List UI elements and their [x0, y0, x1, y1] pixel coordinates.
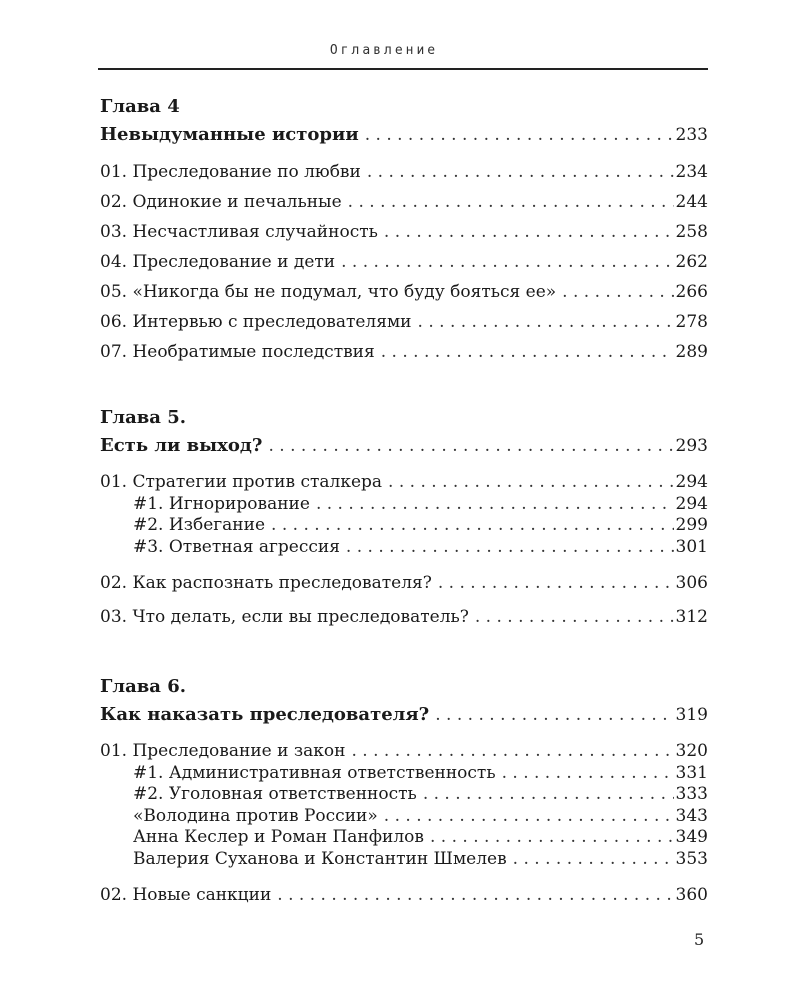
dot-leader — [438, 568, 674, 598]
toc-entry-text: #2. Уголовная ответственность — [133, 784, 417, 804]
toc-subentry[interactable] — [100, 537, 708, 559]
toc-entry-text: 03. Что делать, если вы преследователь? — [100, 607, 469, 627]
dot-leader — [381, 337, 674, 367]
toc-entry[interactable] — [100, 217, 708, 247]
dot-leader — [384, 806, 674, 828]
toc-subentry[interactable] — [100, 849, 708, 871]
toc-page-number: 343 — [675, 805, 708, 826]
toc-entry[interactable] — [100, 157, 708, 187]
toc-entry[interactable] — [100, 277, 708, 307]
toc-chapter-title[interactable] — [100, 701, 708, 729]
toc-page-number: 266 — [675, 282, 708, 302]
toc-page-number: 301 — [675, 536, 708, 557]
dot-leader — [430, 827, 674, 849]
toc-entry-text: Невыдуманные истории — [100, 124, 359, 145]
toc-subentry[interactable] — [100, 763, 708, 785]
toc-page-number: 331 — [675, 762, 708, 783]
toc-page-number: 278 — [675, 312, 708, 332]
toc-entry-text: #1. Игнорирование — [133, 493, 310, 514]
toc-subentry[interactable] — [100, 784, 708, 806]
toc-entry-text: 01. Преследование по любви — [100, 162, 361, 182]
toc-entry[interactable] — [100, 247, 708, 277]
toc-entry-text: #2. Избегание — [133, 515, 266, 535]
toc-page-number: 289 — [675, 342, 708, 362]
toc-page-number: 319 — [675, 705, 708, 725]
toc-entry-text: 04. Преследование и дети — [100, 252, 336, 272]
dot-leader — [384, 217, 674, 247]
toc-entry-text: 01. Преследование и закон — [100, 741, 346, 761]
toc-page-number: 258 — [675, 222, 708, 242]
toc-entry-text: #3. Ответная агрессия — [133, 536, 340, 557]
toc-page-number: 233 — [675, 125, 708, 145]
toc-entry[interactable] — [100, 568, 708, 598]
dot-leader — [388, 472, 674, 494]
toc-page-number: 306 — [675, 573, 708, 593]
dot-leader — [562, 277, 673, 307]
toc-page-number: 353 — [675, 848, 708, 869]
toc-entry-text: Как наказать преследователя? — [100, 704, 430, 725]
toc-page-number: 293 — [675, 436, 708, 456]
toc-chapter-title[interactable] — [100, 121, 708, 149]
toc-entry[interactable] — [100, 880, 708, 910]
toc-entry-text: 02. Одинокие и печальные — [100, 192, 342, 212]
chapter-4 — [100, 93, 708, 367]
toc-page-number: 262 — [675, 252, 708, 272]
toc-entry-text: 01. Стратегии против сталкера — [100, 472, 383, 492]
toc-page-number: 320 — [675, 741, 708, 761]
toc-entry[interactable] — [100, 307, 708, 337]
toc-page-number: 294 — [675, 472, 708, 492]
toc-subentry[interactable] — [100, 827, 708, 849]
header-rule — [98, 68, 708, 70]
dot-leader — [418, 307, 674, 337]
chapter-label: Глава 6. — [100, 676, 187, 697]
toc-entry[interactable] — [100, 737, 708, 763]
toc-page-number: 244 — [675, 192, 708, 212]
chapter-label: Глава 4 — [100, 96, 180, 117]
toc-entry[interactable] — [100, 187, 708, 217]
toc-subentry[interactable] — [100, 494, 708, 516]
toc-page-number: 294 — [675, 493, 708, 514]
dot-leader — [367, 157, 674, 187]
chapter-label: Глава 5. — [100, 407, 187, 428]
dot-leader — [277, 880, 673, 910]
dot-leader — [365, 121, 674, 149]
toc-entry[interactable] — [100, 337, 708, 367]
dot-leader — [271, 515, 674, 537]
toc-page-number: 234 — [675, 162, 708, 182]
dot-leader — [502, 763, 674, 785]
toc-entry-text: Валерия Суханова и Константин Шмелев — [133, 848, 507, 869]
toc-page-number: 333 — [675, 784, 708, 804]
toc-entry[interactable] — [100, 468, 708, 494]
chapter-5 — [100, 404, 708, 632]
toc-entry-text: 07. Необратимые последствия — [100, 342, 375, 362]
dot-leader — [341, 247, 673, 277]
page-number: 5 — [694, 930, 705, 949]
toc-entry-text: 06. Интервью с преследователями — [100, 312, 412, 332]
chapter-6 — [100, 673, 708, 910]
dot-leader — [346, 537, 674, 559]
running-head: Оглавление — [329, 43, 439, 58]
toc-entry[interactable] — [100, 602, 708, 632]
dot-leader — [513, 849, 674, 871]
toc-chapter-title[interactable] — [100, 432, 708, 460]
dot-leader — [348, 187, 674, 217]
toc-page-number: 349 — [675, 827, 708, 847]
toc-entry-text: Анна Кеслер и Роман Панфилов — [133, 827, 424, 847]
dot-leader — [475, 602, 674, 632]
toc-entry-text: 03. Несчастливая случайность — [100, 222, 378, 242]
dot-leader — [435, 701, 673, 729]
dot-leader — [268, 432, 673, 460]
toc-page-number: 360 — [675, 885, 708, 905]
toc-entry-text: «Володина против России» — [133, 805, 378, 826]
toc-page-number: 312 — [675, 607, 708, 627]
toc-entry-text: 02. Как распознать преследователя? — [100, 573, 432, 593]
dot-leader — [423, 784, 674, 806]
toc-entry-text: Есть ли выход? — [100, 435, 263, 456]
toc-entry-text: 05. «Никогда бы не подумал, что буду бояться ее» — [100, 282, 557, 302]
dot-leader — [316, 494, 674, 516]
toc-page-number: 299 — [675, 515, 708, 535]
toc-subentry[interactable] — [100, 806, 708, 828]
dot-leader — [351, 741, 673, 763]
toc-entry-text: #1. Административная ответственность — [133, 762, 496, 783]
toc-entry-text: 02. Новые санкции — [100, 885, 272, 905]
toc-subentry[interactable] — [100, 515, 708, 537]
